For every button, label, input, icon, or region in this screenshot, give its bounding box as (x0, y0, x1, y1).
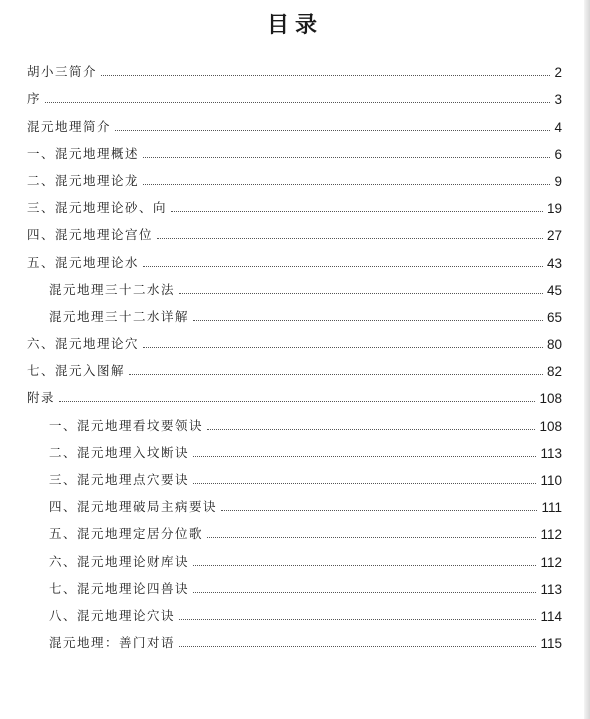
toc-entry[interactable] (27, 628, 562, 655)
dot-leader (193, 456, 536, 457)
toc-entry[interactable] (27, 492, 562, 519)
toc-entry-label: 一、混元地理概述 (27, 145, 140, 161)
dot-leader (101, 75, 550, 76)
toc-entry-page-number: 113 (540, 581, 562, 597)
dot-leader (221, 510, 537, 511)
toc-entry-page-number: 4 (554, 119, 562, 135)
toc-entry-label: 一、混元地理看坟要领诀 (49, 417, 204, 433)
toc-entry[interactable] (27, 193, 562, 220)
toc-entry[interactable] (27, 329, 562, 356)
toc-entry-page-number: 110 (540, 473, 562, 488)
toc-entry-label: 三、混元地理论砂、向 (27, 200, 168, 216)
toc-entry[interactable] (27, 139, 562, 166)
toc-entry-label: 七、混元入图解 (27, 363, 126, 379)
dot-leader (171, 211, 543, 212)
toc-entry-label: 五、混元地理定居分位歌 (49, 526, 204, 542)
toc-entry-page-number: 112 (540, 554, 562, 570)
toc-entry[interactable] (27, 438, 562, 465)
toc-entry-label: 三、混元地理点穴要诀 (49, 472, 190, 487)
toc-entry-label: 七、混元地理论四兽诀 (49, 580, 190, 596)
toc-entry[interactable] (27, 574, 562, 601)
toc-entry[interactable] (27, 84, 562, 111)
toc-entry-label: 二、混元地理论龙 (27, 172, 140, 188)
toc-entry-page-number: 6 (554, 146, 562, 162)
toc-entry-page-number: 112 (540, 527, 562, 543)
toc-entry[interactable] (27, 57, 562, 84)
toc-entry-page-number: 27 (546, 228, 562, 244)
toc-entry-page-number: 45 (546, 282, 562, 298)
toc-entry-page-number: 82 (546, 364, 562, 380)
dot-leader (193, 320, 543, 321)
toc-entry-label: 六、混元地理论穴 (27, 336, 140, 352)
dot-leader (207, 537, 536, 538)
toc-entry[interactable] (27, 356, 562, 383)
toc-entry-label: 混元地理：善门对语 (49, 635, 176, 651)
toc-entry[interactable] (27, 465, 562, 492)
toc-entry[interactable] (27, 519, 562, 546)
dot-leader (115, 130, 550, 131)
dot-leader (143, 266, 543, 267)
toc-entry-page-number: 65 (546, 309, 562, 325)
dot-leader (193, 592, 536, 593)
toc-entry-page-number: 114 (540, 608, 562, 624)
dot-leader (157, 238, 543, 239)
toc-entry-label: 四、混元地理破局主病要诀 (49, 499, 218, 515)
toc-entry[interactable] (27, 383, 562, 410)
dot-leader (129, 374, 543, 375)
toc-entry[interactable] (27, 601, 562, 628)
toc-entry-page-number: 108 (539, 391, 562, 407)
dot-leader (143, 157, 550, 158)
toc-entry[interactable] (27, 275, 562, 302)
toc-entry-label: 附录 (27, 390, 56, 406)
toc-entry-page-number: 9 (554, 173, 562, 189)
toc-entry-label: 八、混元地理论穴诀 (49, 607, 176, 623)
dot-leader (179, 646, 536, 647)
toc-entry-label: 混元地理三十二水法 (49, 281, 176, 297)
toc-entry[interactable] (27, 410, 562, 437)
toc-entry-page-number: 111 (541, 500, 562, 516)
toc-entry-label: 混元地理三十二水详解 (49, 308, 190, 324)
toc-entry-page-number: 3 (554, 92, 562, 108)
toc-entry-label: 胡小三简介 (27, 64, 98, 80)
toc-entry[interactable] (27, 247, 562, 274)
dot-leader (45, 102, 550, 103)
table-of-contents (27, 57, 562, 655)
toc-entry-page-number: 80 (546, 337, 562, 353)
toc-entry-label: 六、混元地理论财库诀 (49, 553, 190, 569)
dot-leader (179, 619, 536, 620)
toc-entry-label: 二、混元地理入坟断诀 (49, 444, 190, 460)
toc-entry-page-number: 115 (540, 636, 562, 652)
toc-entry[interactable] (27, 220, 562, 247)
toc-entry-page-number: 113 (540, 445, 562, 461)
toc-entry-page-number: 19 (546, 201, 562, 217)
page-edge-shadow (584, 0, 590, 719)
dot-leader (143, 184, 550, 185)
page-title: 目录 (266, 13, 323, 38)
toc-entry[interactable] (27, 111, 562, 138)
toc-entry-label: 四、混元地理论宫位 (27, 227, 154, 243)
toc-entry-page-number: 108 (539, 418, 562, 434)
dot-leader (143, 347, 543, 348)
toc-entry[interactable] (27, 166, 562, 193)
dot-leader (193, 483, 536, 484)
toc-entry-page-number: 2 (554, 65, 562, 81)
dot-leader (193, 565, 536, 566)
toc-entry-label: 混元地理简介 (27, 118, 112, 134)
toc-entry-label: 五、混元地理论水 (27, 254, 140, 270)
toc-entry[interactable] (27, 302, 562, 329)
dot-leader (179, 293, 543, 294)
toc-entry[interactable] (27, 546, 562, 573)
dot-leader (59, 401, 535, 402)
dot-leader (207, 429, 535, 430)
toc-entry-page-number: 43 (546, 255, 562, 271)
toc-entry-label: 序 (27, 91, 42, 107)
